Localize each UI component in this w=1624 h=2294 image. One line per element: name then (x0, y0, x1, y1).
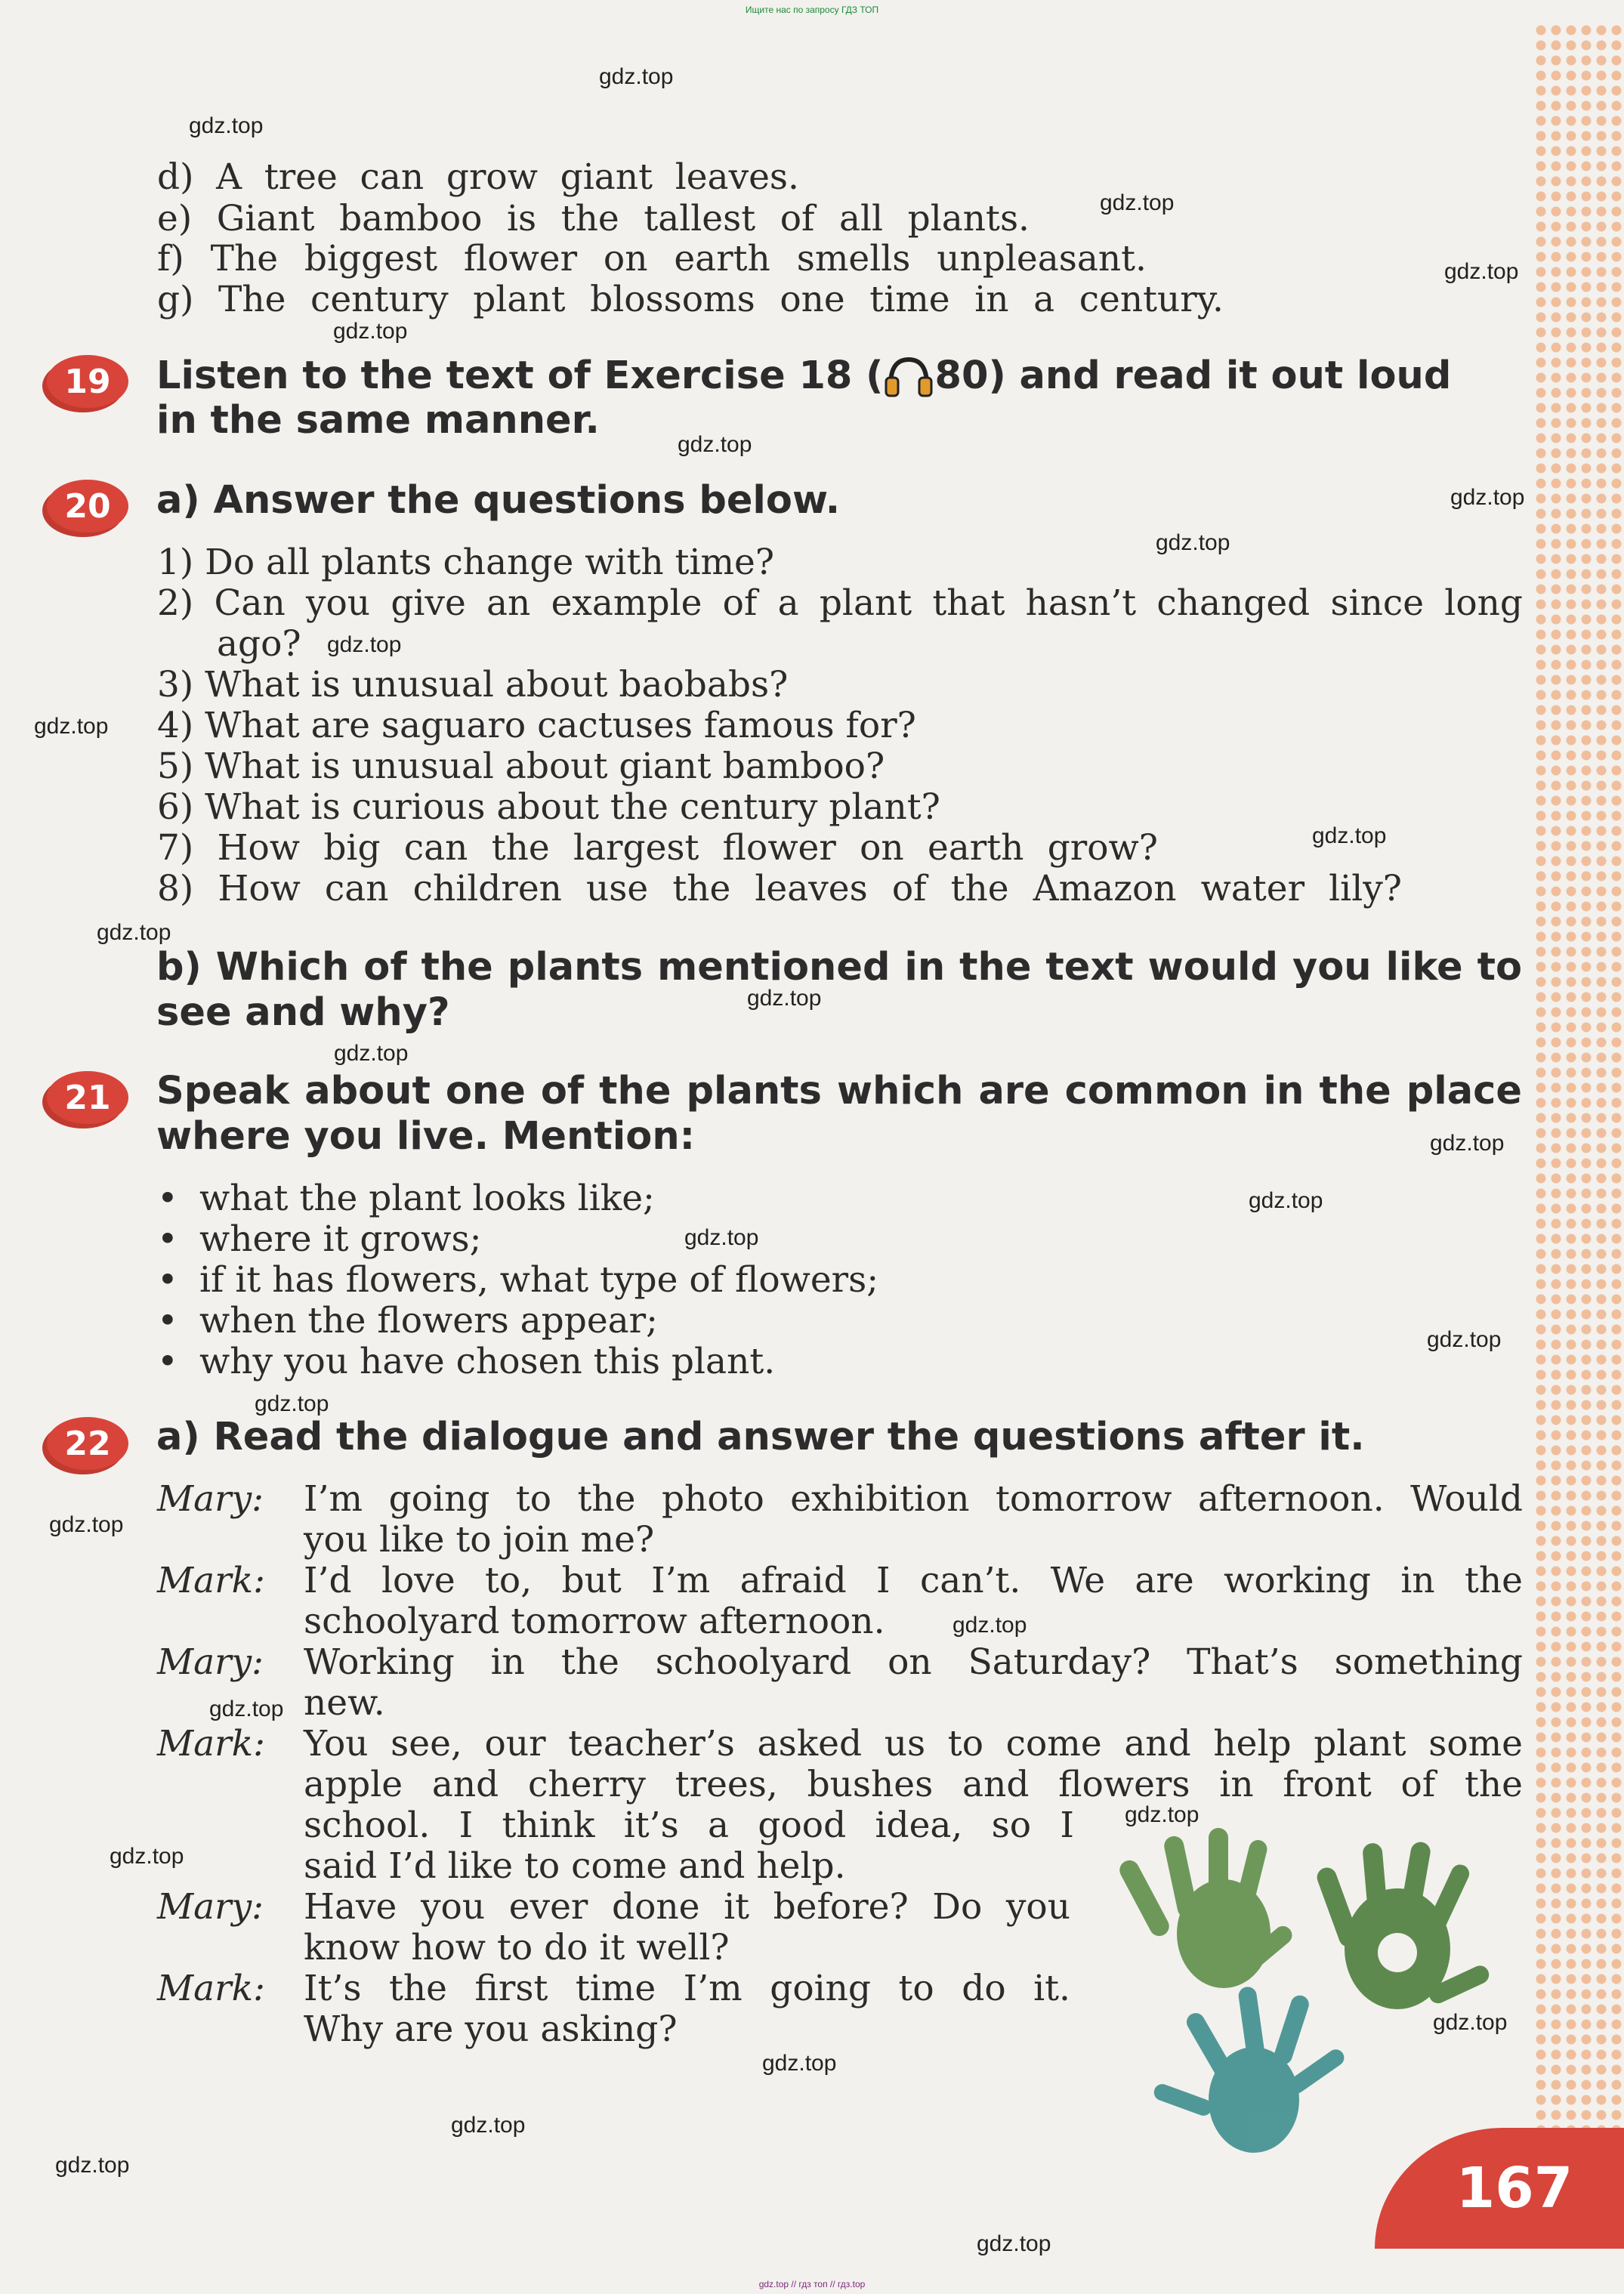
watermark: gdz.top (1156, 530, 1230, 555)
watermark: gdz.top (333, 319, 408, 344)
dialogue-line: school. I think it’s a good idea, so I (304, 1805, 1074, 1846)
watermark: gdz.top (327, 632, 402, 657)
question-2-cont: ago? (217, 623, 301, 665)
dialogue-line: Working in the schoolyard on Saturday? That’s something (304, 1641, 1523, 1683)
speaker-mary: Mary: (157, 1478, 264, 1520)
watermark: gdz.top (684, 1225, 759, 1250)
dialogue-line: schoolyard tomorrow afternoon. (304, 1601, 885, 1642)
watermark: gdz.top (451, 2113, 526, 2138)
watermark: gdz.top (1427, 1327, 1502, 1352)
watermark: gdz.top (110, 1844, 184, 1869)
watermark: gdz.top (209, 1697, 284, 1721)
bullet-text-3: if it has flowers, what type of flowers; (199, 1259, 879, 1301)
question-4: 4) What are saguaro cactuses famous for? (157, 705, 916, 746)
bullet-item: • where it grows; (157, 1218, 482, 1260)
exercise-19-badge: 19 (47, 355, 128, 408)
question-8: 8) How can children use the leaves of the Amazon water lily? (157, 868, 1402, 909)
headphones-icon (883, 355, 934, 397)
watermark: gdz.top (255, 1391, 329, 1416)
question-1: 1) Do all plants change with time? (157, 542, 775, 583)
dot-pattern-decoration (1533, 23, 1624, 2138)
watermark: gdz.top (55, 2153, 130, 2178)
top-note: Ищите нас по запросу ГДЗ ТОП (745, 5, 879, 15)
bullet-text-1: what the plant looks like; (199, 1178, 655, 1219)
watermark: gdz.top (97, 920, 171, 945)
exercise-21-line1: Speak about one of the plants which are common in the place (156, 1069, 1522, 1113)
watermark: gdz.top (1450, 485, 1525, 510)
watermark: gdz.top (1312, 823, 1387, 848)
dialogue-line: know how to do it well? (304, 1927, 730, 1968)
question-3: 3) What is unusual about baobabs? (157, 664, 789, 705)
dialogue-line: said I’d like to come and help. (304, 1845, 846, 1887)
exercise-19-text-a: Listen to the text of Exercise 18 ( (156, 354, 884, 398)
watermark: gdz.top (1100, 190, 1175, 215)
statement-e: e) Giant bamboo is the tallest of all plants. (157, 198, 1030, 239)
exercise-22-badge: 22 (47, 1417, 128, 1470)
dialogue-line: Why are you asking? (304, 2008, 678, 2050)
statement-g: g) The century plant blossoms one time in a century. (157, 279, 1224, 320)
speaker-mark: Mark: (157, 1560, 265, 1601)
watermark: gdz.top (599, 64, 674, 89)
watermark: gdz.top (678, 432, 752, 457)
watermark: gdz.top (762, 2051, 837, 2076)
exercise-20-part-a: a) Answer the questions below. (156, 478, 841, 523)
exercise-19-line2: in the same manner. (156, 398, 600, 443)
bottom-note: gdz.top // гдз топ // гдз.top (758, 2279, 866, 2289)
statement-d: d) A tree can grow giant leaves. (157, 156, 799, 198)
exercise-21-badge: 21 (47, 1071, 128, 1124)
watermark: gdz.top (34, 714, 109, 739)
bullet-text-2: where it grows; (199, 1218, 482, 1260)
watermark: gdz.top (747, 986, 822, 1011)
dialogue-line: apple and cherry trees, bushes and flowers in front of the (304, 1764, 1523, 1805)
exercise-20-badge: 20 (47, 480, 128, 533)
bullet-item: • what the plant looks like; (157, 1178, 655, 1219)
watermark: gdz.top (1249, 1188, 1323, 1213)
exercise-19-line1 (156, 355, 1522, 397)
watermark: gdz.top (49, 1512, 124, 1537)
watermark: gdz.top (1444, 259, 1519, 284)
dialogue-line: you like to join me? (304, 1519, 655, 1561)
dialogue-line: I’m going to the photo exhibition tomorrow afternoon. Would (304, 1478, 1523, 1520)
bullet-item: • when the flowers appear; (157, 1300, 658, 1342)
page-number: 167 (1375, 2128, 1624, 2249)
question-6: 6) What is curious about the century plant? (157, 786, 940, 828)
bullet-item: • if it has flowers, what type of flowers; (157, 1259, 879, 1301)
dialogue-line: new. (304, 1682, 385, 1724)
bullet-text-5: why you have chosen this plant. (199, 1341, 776, 1382)
question-7: 7) How big can the largest flower on earth grow? (157, 827, 1158, 869)
speaker-mark: Mark: (157, 1968, 265, 2009)
exercise-22-title: a) Read the dialogue and answer the questions after it. (156, 1415, 1365, 1459)
dialogue-line: You see, our teacher’s asked us to come and help plant some (304, 1723, 1523, 1764)
watermark: gdz.top (334, 1041, 409, 1066)
exercise-19-text-b: 80) and read it out loud (934, 354, 1452, 398)
dialogue-line: It’s the first time I’m going to do it. (304, 1968, 1070, 2009)
speaker-mark: Mark: (157, 1723, 265, 1764)
question-5: 5) What is unusual about giant bamboo? (157, 746, 885, 787)
watermark: gdz.top (189, 113, 264, 138)
exercise-20-part-b: b) Which of the plants mentioned in the text would you like to (156, 945, 1522, 990)
handprints-image (1110, 1820, 1533, 2168)
exercise-20-part-b-cont: see and why? (156, 990, 450, 1035)
dialogue-line: Have you ever done it before? Do you (304, 1886, 1070, 1928)
watermark: gdz.top (1125, 1802, 1199, 1827)
statement-f: f) The biggest flower on earth smells unpleasant. (157, 238, 1147, 279)
speaker-mary: Mary: (157, 1886, 264, 1928)
speaker-mary: Mary: (157, 1641, 264, 1683)
watermark: gdz.top (952, 1613, 1027, 1638)
dialogue-line: I’d love to, but I’m afraid I can’t. We are working in the (304, 1560, 1523, 1601)
bullet-item: • why you have chosen this plant. (157, 1341, 776, 1382)
question-2: 2) Can you give an example of a plant that hasn’t changed since long (157, 582, 1523, 624)
watermark: gdz.top (1430, 1131, 1505, 1156)
watermark: gdz.top (977, 2231, 1051, 2256)
exercise-21-line2: where you live. Mention: (156, 1114, 696, 1159)
watermark: gdz.top (1433, 2010, 1508, 2035)
bullet-text-4: when the flowers appear; (199, 1300, 658, 1342)
